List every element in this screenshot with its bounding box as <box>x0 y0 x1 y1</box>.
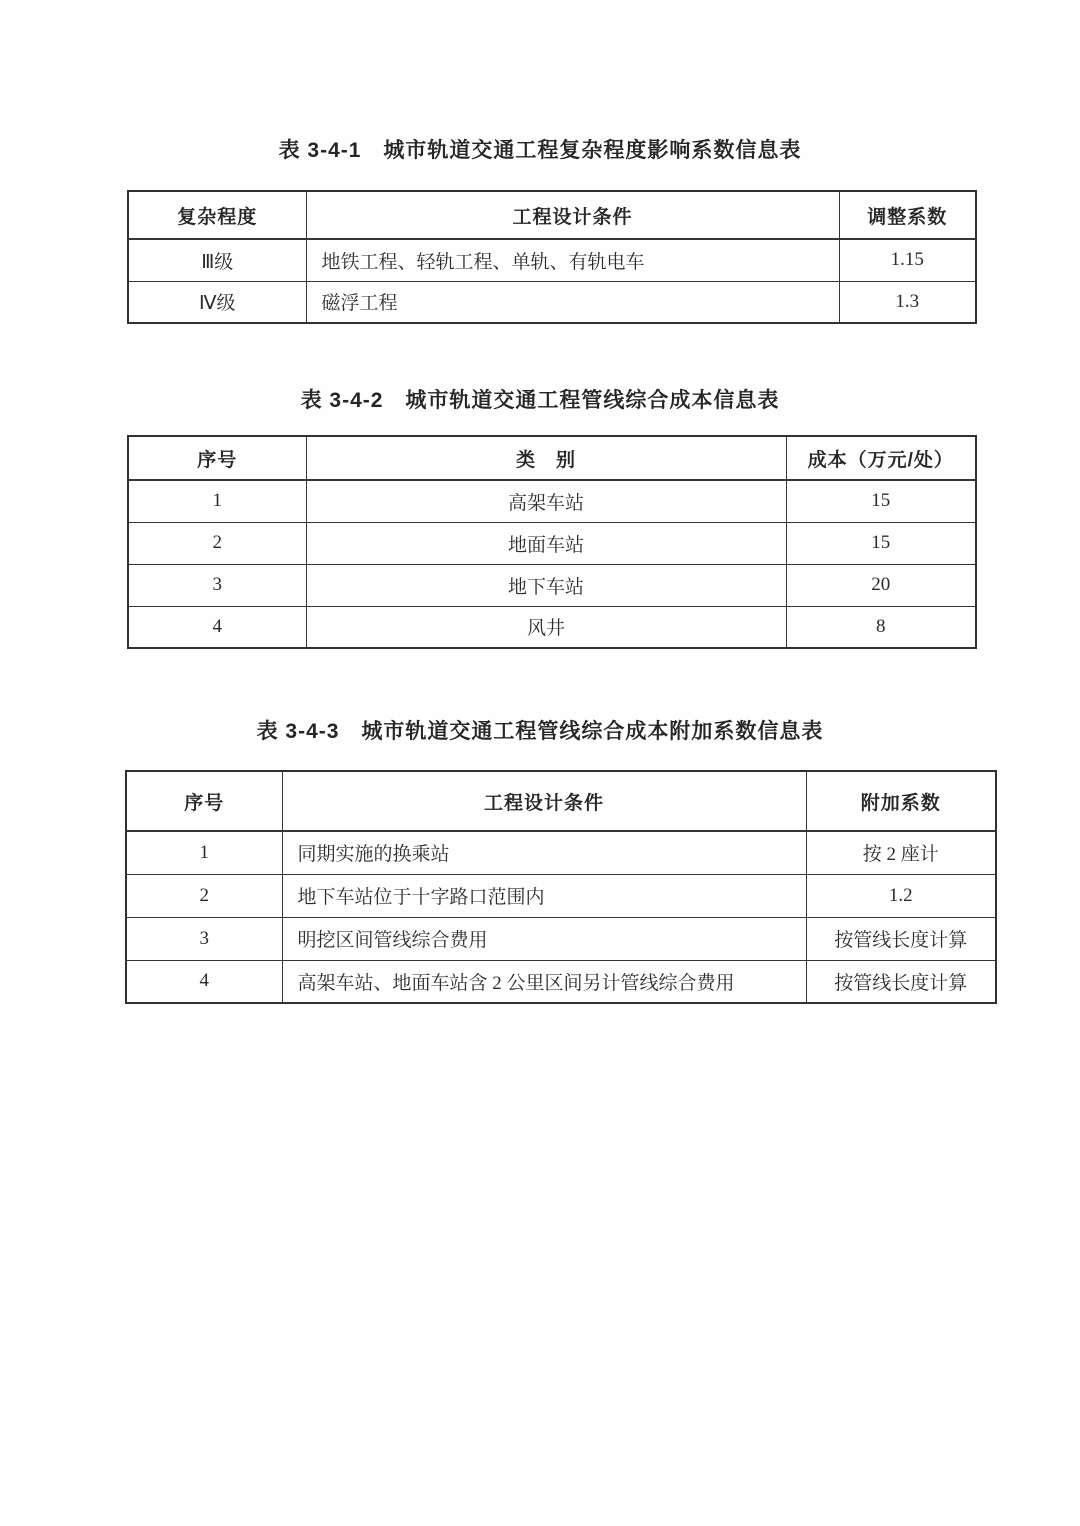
cell-addition: 1.2 <box>806 874 996 917</box>
cell-condition: 高架车站、地面车站含 2 公里区间另计管线综合费用 <box>282 960 806 1003</box>
table-2-header-row <box>128 436 976 480</box>
table-1-title: 表 3-4-1 城市轨道交通工程复杂程度影响系数信息表 <box>278 139 802 162</box>
cell-condition: 地铁工程、轻轨工程、单轨、有轨电车 <box>306 239 839 281</box>
cell-number: 1 <box>126 831 282 874</box>
cell-number: 1 <box>128 480 306 522</box>
table-row <box>128 606 976 648</box>
cell-addition: 按管线长度计算 <box>806 917 996 960</box>
table-1-col-header-coefficient: 调整系数 <box>839 191 976 239</box>
cell-condition: 地下车站位于十字路口范围内 <box>282 874 806 917</box>
table-row <box>126 831 996 874</box>
table-3-col-header-condition: 工程设计条件 <box>282 771 806 831</box>
cell-category: 风井 <box>306 606 786 648</box>
cell-cost: 15 <box>786 522 976 564</box>
cell-cost: 20 <box>786 564 976 606</box>
table-3-title: 表 3-4-3 城市轨道交通工程管线综合成本附加系数信息表 <box>256 720 824 743</box>
cell-number: 4 <box>128 606 306 648</box>
table-3-4-2 <box>127 435 977 649</box>
table-row <box>128 564 976 606</box>
table-3-4-1 <box>127 190 977 324</box>
table-row <box>128 239 976 281</box>
table-row <box>128 522 976 564</box>
cell-number: 3 <box>126 917 282 960</box>
cell-condition: 同期实施的换乘站 <box>282 831 806 874</box>
cell-grade: Ⅲ级 <box>128 239 306 281</box>
cell-coefficient: 1.15 <box>839 239 976 281</box>
table-2-col-header-category: 类 别 <box>306 436 786 480</box>
table-2-col-header-cost: 成本（万元/处） <box>786 436 976 480</box>
cell-cost: 8 <box>786 606 976 648</box>
table-1-col-header-complexity: 复杂程度 <box>128 191 306 239</box>
table-2-col-header-number: 序号 <box>128 436 306 480</box>
cell-cost: 15 <box>786 480 976 522</box>
table-row <box>126 874 996 917</box>
table-row <box>128 281 976 323</box>
table-row <box>126 917 996 960</box>
table-row <box>126 960 996 1003</box>
cell-addition: 按 2 座计 <box>806 831 996 874</box>
cell-category: 地面车站 <box>306 522 786 564</box>
cell-condition: 明挖区间管线综合费用 <box>282 917 806 960</box>
cell-condition: 磁浮工程 <box>306 281 839 323</box>
table-1-header-row <box>128 191 976 239</box>
cell-addition: 按管线长度计算 <box>806 960 996 1003</box>
cell-number: 2 <box>128 522 306 564</box>
cell-number: 4 <box>126 960 282 1003</box>
cell-coefficient: 1.3 <box>839 281 976 323</box>
table-1-col-header-condition: 工程设计条件 <box>306 191 839 239</box>
table-row <box>128 480 976 522</box>
cell-number: 3 <box>128 564 306 606</box>
cell-category: 高架车站 <box>306 480 786 522</box>
table-3-header-row <box>126 771 996 831</box>
cell-category: 地下车站 <box>306 564 786 606</box>
table-3-col-header-addition: 附加系数 <box>806 771 996 831</box>
table-2-title: 表 3-4-2 城市轨道交通工程管线综合成本信息表 <box>300 389 780 412</box>
table-3-col-header-number: 序号 <box>126 771 282 831</box>
cell-number: 2 <box>126 874 282 917</box>
cell-grade: Ⅳ级 <box>128 281 306 323</box>
table-3-4-3 <box>125 770 997 1004</box>
